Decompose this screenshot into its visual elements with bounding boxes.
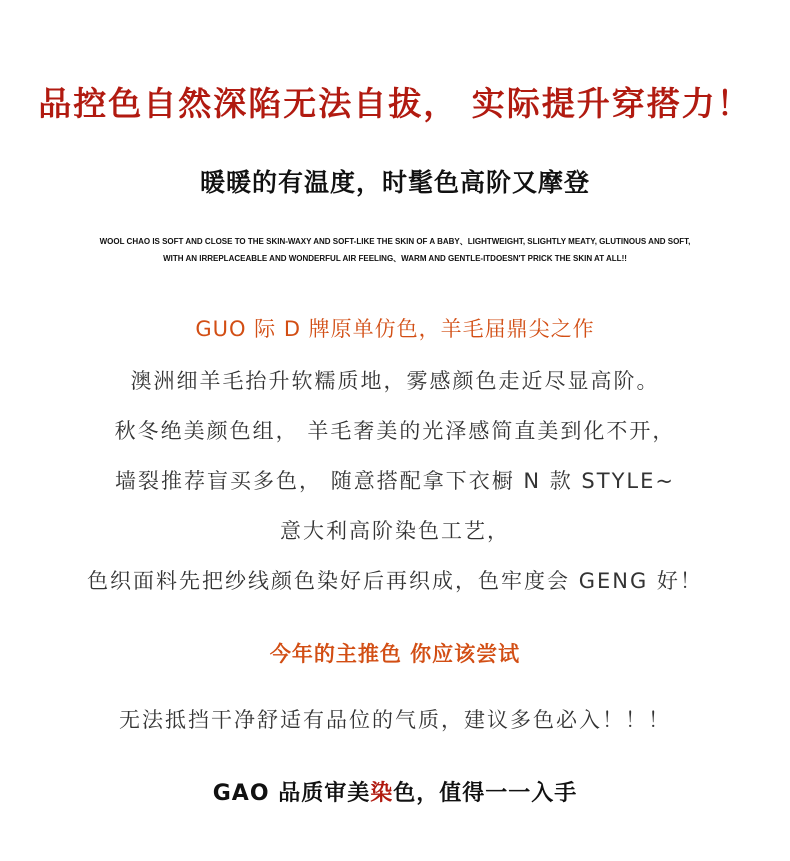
recommend-text: 无法抵挡干净舒适有品位的气质，建议多色必入！！！ — [119, 708, 671, 732]
body-line-1: 澳洲细羊毛抬升软糯质地，雾感颜色走近尽显高阶。 — [130, 369, 660, 393]
body-line-2: 秋冬绝美颜色组， 羊毛奢美的光泽感简直美到化不开， — [114, 419, 676, 443]
brand-line: GUO 际 D 牌原单仿色，羊毛届鼎尖之作 — [195, 317, 595, 341]
english-description-line-1: WOOL CHAO IS SOFT AND CLOSE TO THE SKIN-WAXY AND SOFT-LIKE THE SKIN OF A BABY、LIGHTWEIGHT, SLIGHTLY MEATY, GLUTINOUS AND SOFT, — [99, 237, 691, 246]
closing-highlight: 染 — [370, 781, 394, 806]
headline: 品控色自然深陷无法自拔， 实际提升穿搭力！ — [38, 84, 752, 123]
body-line-3: 墙裂推荐盲买多色， 随意搭配拿下衣橱 N 款 STYLE~ — [115, 469, 675, 493]
closing-text-after: 色，值得一一入手 — [393, 781, 578, 806]
english-description-line-2: WITH AN IRREPLACEABLE AND WONDERFUL AIR FEELING、WARM AND GENTLE-ITDOESN'T PRICK THE SKIN AT ALL!! — [163, 254, 627, 263]
body-line-5: 色织面料先把纱线颜色染好后再织成，色牢度会 GENG 好！ — [87, 569, 703, 593]
closing-text-before: GAO 品质审美 — [212, 781, 371, 806]
subheadline: 暖暖的有温度，时髦色高阶又摩登 — [199, 168, 590, 197]
closing-line — [0, 776, 790, 807]
body-line-4: 意大利高阶染色工艺， — [280, 519, 510, 543]
recommend-title: 今年的主推色 你应该尝试 — [269, 642, 521, 666]
